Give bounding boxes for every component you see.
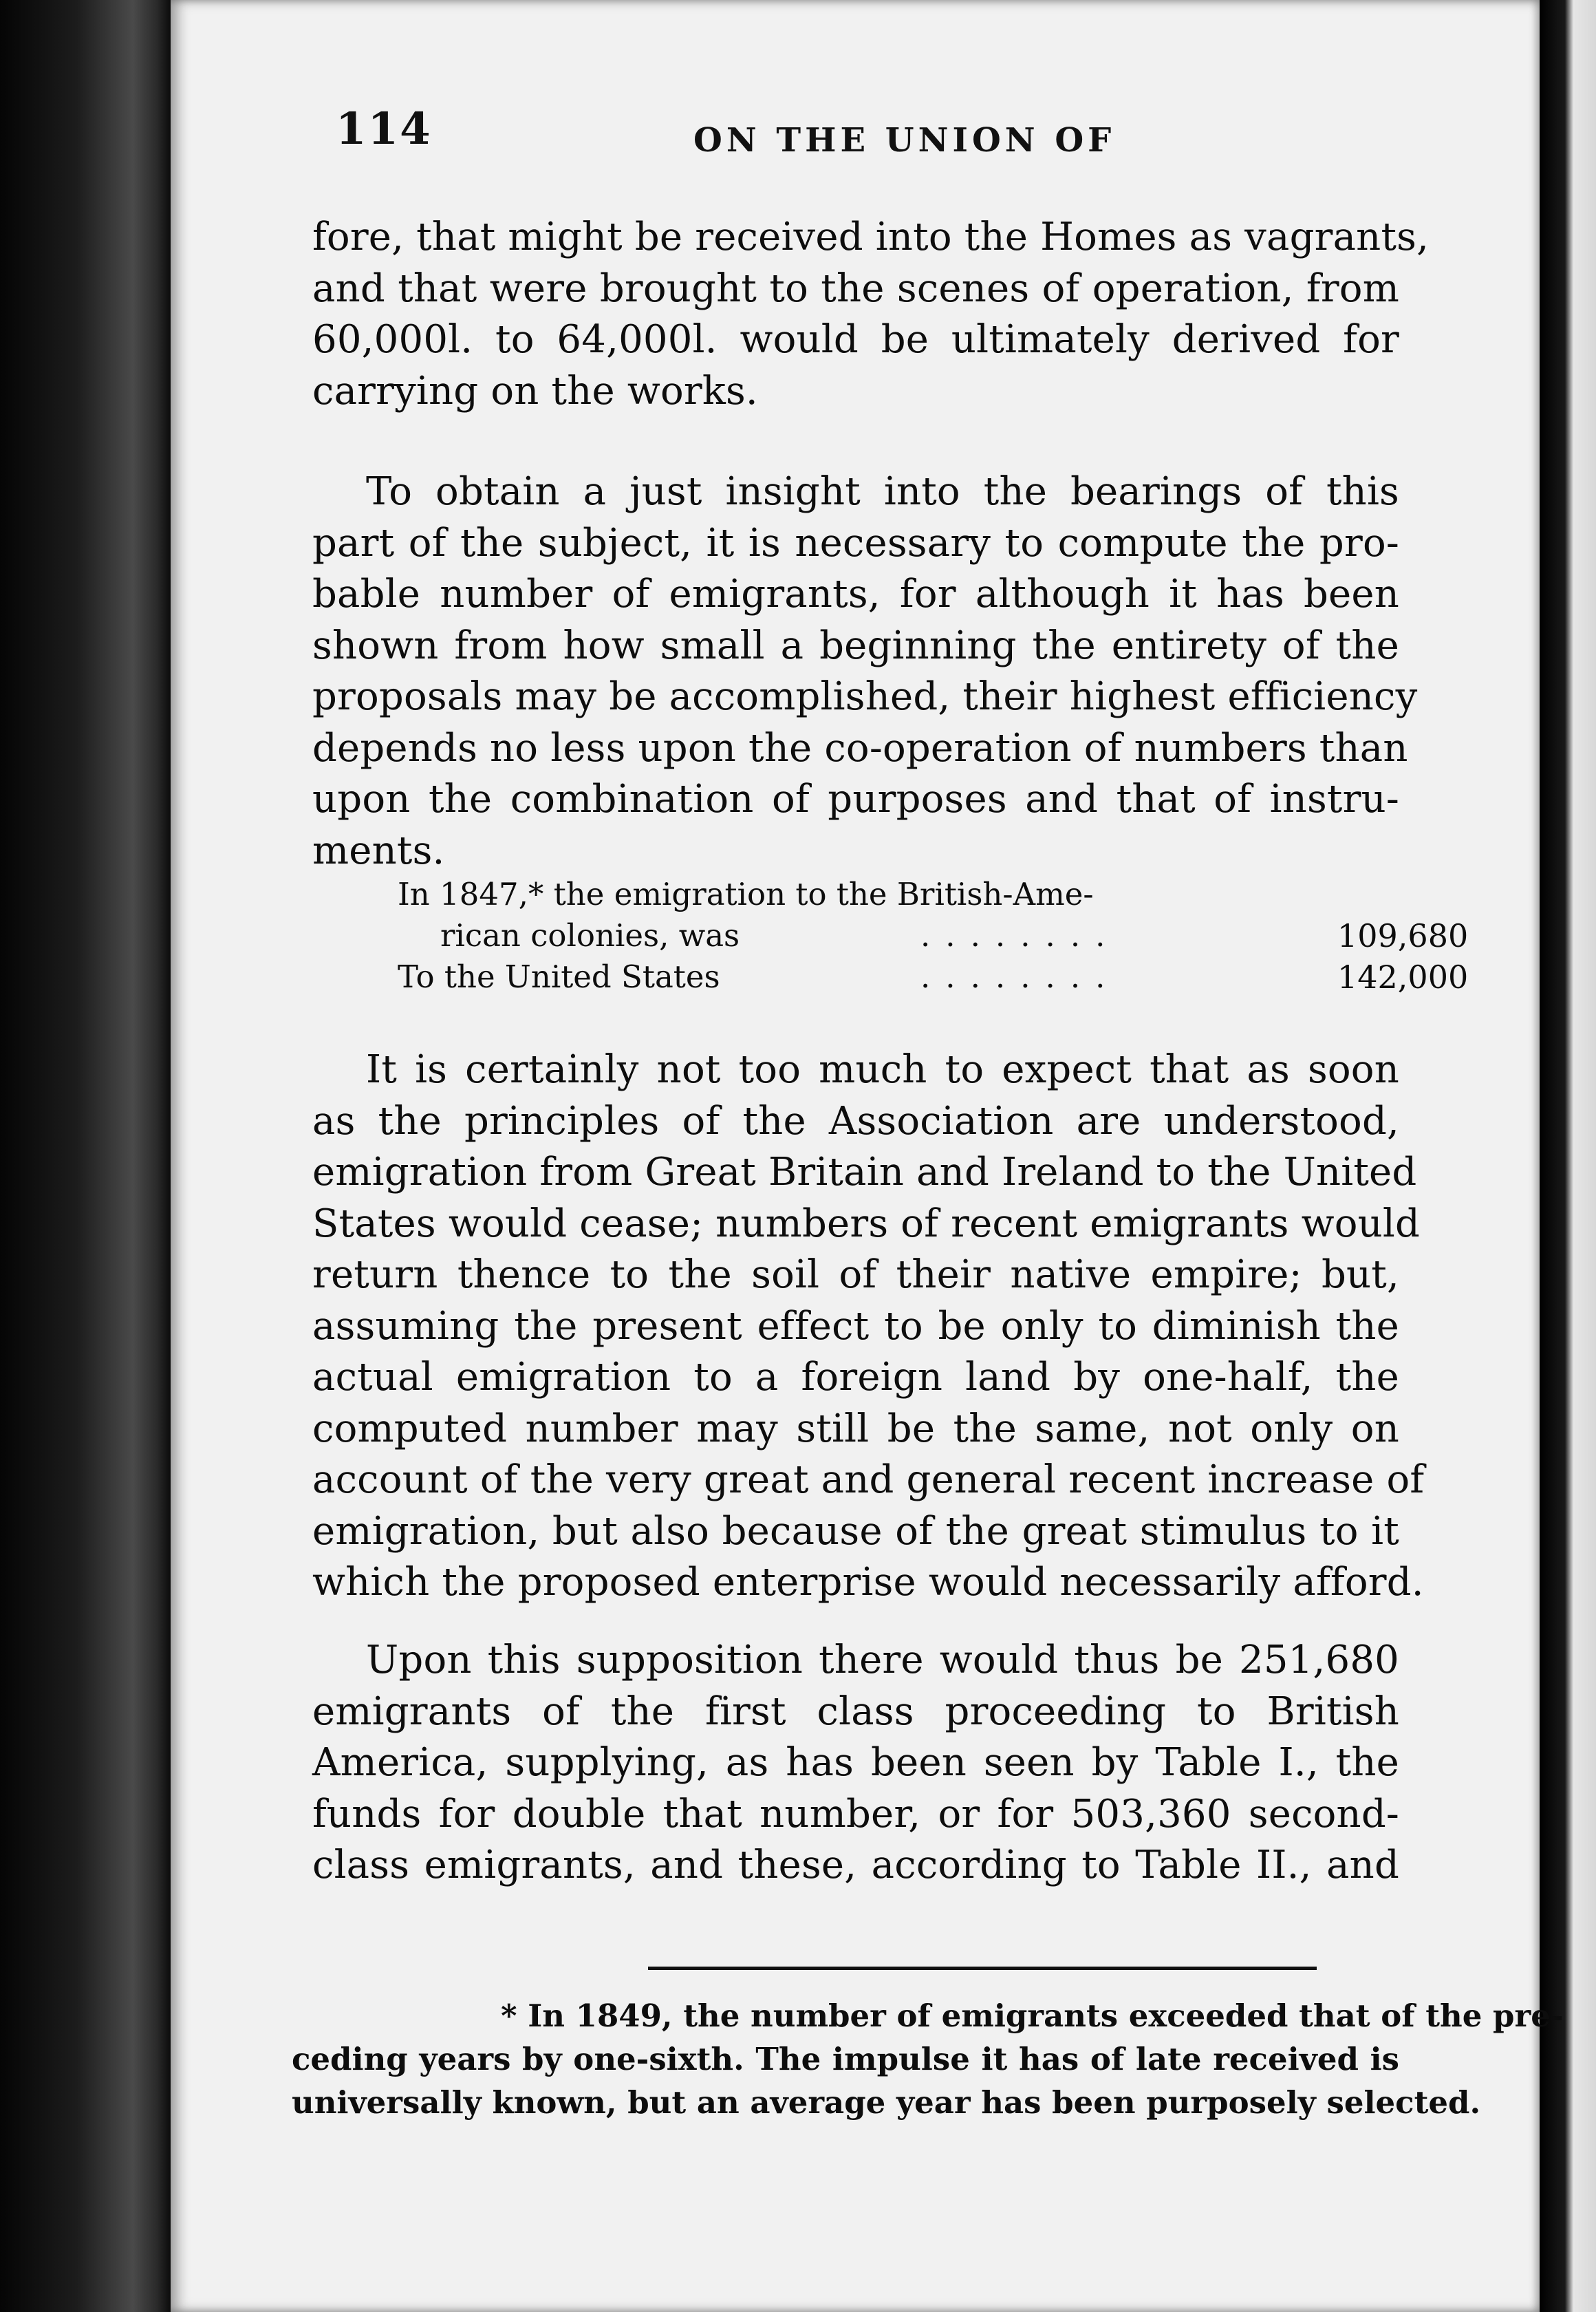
text-line: emigrants of the first class proceeding to British [312, 1689, 1399, 1734]
leader-dots: ........ [920, 917, 1121, 954]
text-line: Upon this supposition there would thus be 251,680 [366, 1638, 1399, 1682]
footnote-divider [648, 1967, 1317, 1970]
book-page [171, 0, 1564, 2312]
text-line: bable number of emigrants, for although it has been [312, 572, 1399, 617]
table-row-value: 109,680 [1337, 917, 1469, 954]
text-line: as the principles of the Association are understood, [312, 1098, 1399, 1144]
text-line: class emigrants, and these, according to Table II., and [312, 1843, 1399, 1887]
footnote [292, 1994, 1564, 2124]
text-line: fore, that might be received into the Homes as vagrants, [312, 215, 1430, 259]
text-line: actual emigration to a foreign land by one-half, the [312, 1355, 1399, 1400]
table-row-label: In 1847,* the emigration to the British-Ame- [398, 876, 1094, 912]
footnote-line: * In 1849, the number of emigrants exceeded that of the pre- [501, 1998, 1564, 2034]
text-line: computed number may still be the same, not only on [312, 1406, 1399, 1451]
text-line: depends no less upon the co-operation of numbers than [312, 725, 1408, 771]
text-line: carrying on the works. [312, 368, 758, 414]
emigration-table [398, 874, 1478, 998]
paragraph-supposition [312, 1635, 1399, 1892]
book-binding-shadow [0, 0, 171, 2312]
text-line: return thence to the soil of their native empire; but, [312, 1252, 1399, 1297]
text-line: proposals may be accomplished, their highest efficiency [312, 674, 1418, 719]
page-number: 114 [336, 103, 432, 155]
text-line: part of the subject, it is necessary to compute the pro- [312, 520, 1399, 566]
running-head: ON THE UNION OF [693, 121, 1116, 160]
text-line: emigration, but also because of the great stimulus to it [312, 1508, 1399, 1554]
paragraph-expectation [312, 1045, 1425, 1609]
table-row [398, 915, 1478, 956]
text-line: account of the very great and general recent increase of [312, 1457, 1425, 1502]
text-line: shown from how small a beginning the entirety of the [312, 623, 1399, 668]
page-header [171, 103, 1540, 172]
table-row-label: To the United States [398, 959, 720, 995]
text-line: funds for double that number, or for 503,360 second- [312, 1791, 1399, 1837]
paragraph-continuation [312, 212, 1430, 417]
table-row-label: rican colonies, was [440, 917, 740, 954]
paragraph-emigrant-computation [312, 467, 1418, 877]
text-line: assuming the present effect to be only to diminish the [312, 1303, 1399, 1349]
text-line: and that were brought to the scenes of operation, from [312, 266, 1399, 311]
text-line: 60,000l. to 64,000l. would be ultimately derived for [312, 317, 1399, 362]
table-row-value: 142,000 [1337, 959, 1469, 996]
text-line: To obtain a just insight into the bearings of this [366, 469, 1399, 514]
footnote-line: universally known, but an average year has been purposely selected. [292, 2084, 1481, 2121]
leader-dots: ........ [920, 959, 1121, 995]
table-row [398, 874, 1478, 915]
text-line: emigration from Great Britain and Ireland to the United [312, 1150, 1417, 1195]
text-line: ments. [312, 828, 445, 873]
table-row [398, 956, 1478, 998]
footnote-line: ceding years by one-sixth. The impulse it has of late received is [292, 2041, 1399, 2077]
text-line: upon the combination of purposes and that of instru- [312, 777, 1399, 822]
adjacent-page-edge [1540, 0, 1596, 2312]
text-line: America, supplying, as has been seen by Table I., the [312, 1740, 1399, 1785]
text-line: which the proposed enterprise would necessarily afford. [312, 1560, 1424, 1605]
text-line: It is certainly not too much to expect that as soon [366, 1047, 1399, 1092]
text-line: States would cease; numbers of recent emigrants would [312, 1201, 1421, 1246]
